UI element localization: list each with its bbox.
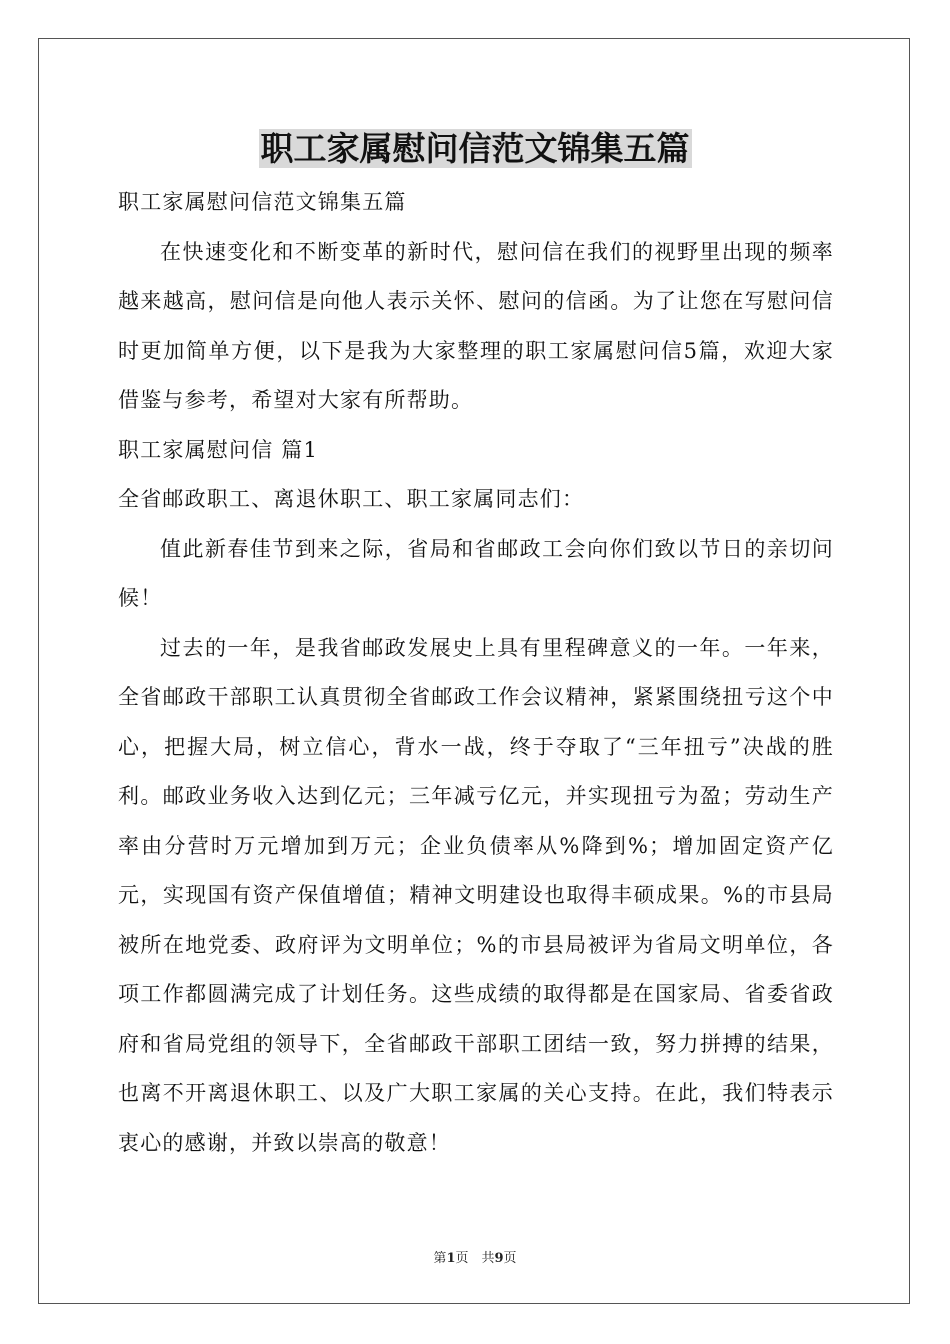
paragraph: 职工家属慰问信 篇1 bbox=[118, 437, 319, 462]
paragraph: 在快速变化和不断变革的新时代，慰问信在我们的视野里出现的频率越来越高，慰问信是向他人表示关怀、慰问的信函。为了让您在写慰问信时更加简单方便，以下是我为大家整理的职工家属慰问信5篇，欢迎大家借鉴与参考，希望对大家有所帮助。 bbox=[118, 239, 834, 412]
paragraph: 职工家属慰问信范文锦集五篇 bbox=[118, 190, 407, 214]
footer-total-pages: 9 bbox=[494, 1251, 504, 1266]
paragraph: 值此新春佳节到来之际，省局和省邮政工会向你们致以节日的亲切问候！ bbox=[118, 536, 834, 610]
footer-current-page: 1 bbox=[446, 1251, 456, 1266]
footer-mid: 页 共 bbox=[455, 1251, 495, 1266]
footer-suffix: 页 bbox=[503, 1251, 517, 1266]
footer-prefix: 第 bbox=[433, 1251, 447, 1266]
document-title bbox=[0, 126, 950, 172]
page-footer bbox=[0, 1247, 950, 1266]
document-title-text: 职工家属慰问信范文锦集五篇 bbox=[260, 129, 690, 168]
document-body bbox=[118, 178, 834, 1168]
paragraph: 全省邮政职工、离退休职工、职工家属同志们： bbox=[118, 487, 585, 511]
paragraph: 过去的一年，是我省邮政发展史上具有里程碑意义的一年。一年来，全省邮政干部职工认真贯彻全省邮政工作会议精神，紧紧围绕扭亏这个中心，把握大局，树立信心，背水一战，终于夺取了“三年扭亏”决战的胜利。邮政业务收入达到亿元；三年减亏亿元，并实现扭亏为盈；劳动生产率由分营时万元增加到万元；企业负债率从%降到%；增加固定资产亿元，实现国有资产保值增值；精神文明建设也取得丰硕成果。%的市县局被所在地党委、政府评为文明单位；%的市县局被评为省局文明单位，各项工作都圆满完成了计划任务。这些成绩的取得都是在国家局、省委省政府和省局党组的领导下，全省邮政干部职工团结一致，努力拼搏的结果，也离不开离退休职工、以及广大职工家属的关心支持。在此，我们特表示衷心的感谢，并致以崇高的敬意！ bbox=[118, 635, 834, 1155]
